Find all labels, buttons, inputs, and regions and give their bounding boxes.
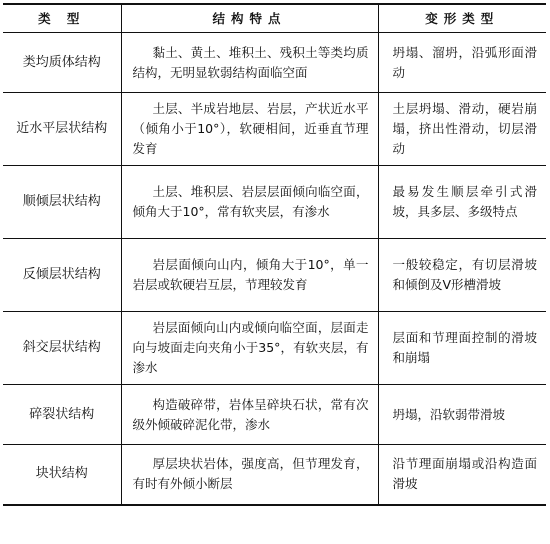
table-row [3,385,546,445]
type-cell: 块状结构 [3,445,121,505]
deformation-cell: 沿节理面崩塌或沿构造面滑坡 [378,445,546,505]
type-cell: 近水平层状结构 [3,93,121,166]
deformation-cell: 最易发生顺层牵引式滑坡，具多层、多级特点 [378,166,546,239]
deformation-cell: 土层坍塌、滑动，硬岩崩塌，挤出性滑动，切层滑动 [378,93,546,166]
table-row [3,239,546,312]
features-cell: 土层、半成岩地层、岩层，产状近水平（倾角小于10°），软硬相间，近垂直节理发育 [121,93,378,166]
features-cell: 厚层块状岩体，强度高，但节理发育，有时有外倾小断层 [121,445,378,505]
type-cell: 碎裂状结构 [3,385,121,445]
deformation-cell: 层面和节理面控制的滑坡和崩塌 [378,312,546,385]
features-cell: 土层、堆积层、岩层层面倾向临空面，倾角大于10°，常有软夹层，有渗水 [121,166,378,239]
features-cell: 构造破碎带，岩体呈碎块石状，常有次级外倾破碎泥化带，渗水 [121,385,378,445]
slope-structure-table [3,3,546,506]
header-row [3,4,546,33]
table-row [3,33,546,93]
deformation-cell: 坍塌、溜坍，沿弧形面滑动 [378,33,546,93]
features-cell: 黏土、黄土、堆积土、残积土等类均质结构，无明显软弱结构面临空面 [121,33,378,93]
table-row [3,312,546,385]
type-cell: 类均质体结构 [3,33,121,93]
features-cell: 岩层面倾向山内或倾向临空面，层面走向与坡面走向夹角小于35°，有软夹层，有渗水 [121,312,378,385]
features-cell: 岩层面倾向山内，倾角大于10°，单一岩层或软硬岩互层，节理较发育 [121,239,378,312]
type-cell: 反倾层状结构 [3,239,121,312]
type-cell: 斜交层状结构 [3,312,121,385]
table-body [3,33,546,505]
type-cell: 顺倾层状结构 [3,166,121,239]
header-type: 类 型 [3,4,121,33]
header-deformation: 变形类型 [378,4,546,33]
table-row [3,445,546,505]
header-features: 结构特点 [121,4,378,33]
deformation-cell: 一般较稳定，有切层滑坡和倾倒及V形槽滑坡 [378,239,546,312]
table-row [3,93,546,166]
table-header [3,4,546,33]
deformation-cell: 坍塌，沿软弱带滑坡 [378,385,546,445]
table-row [3,166,546,239]
